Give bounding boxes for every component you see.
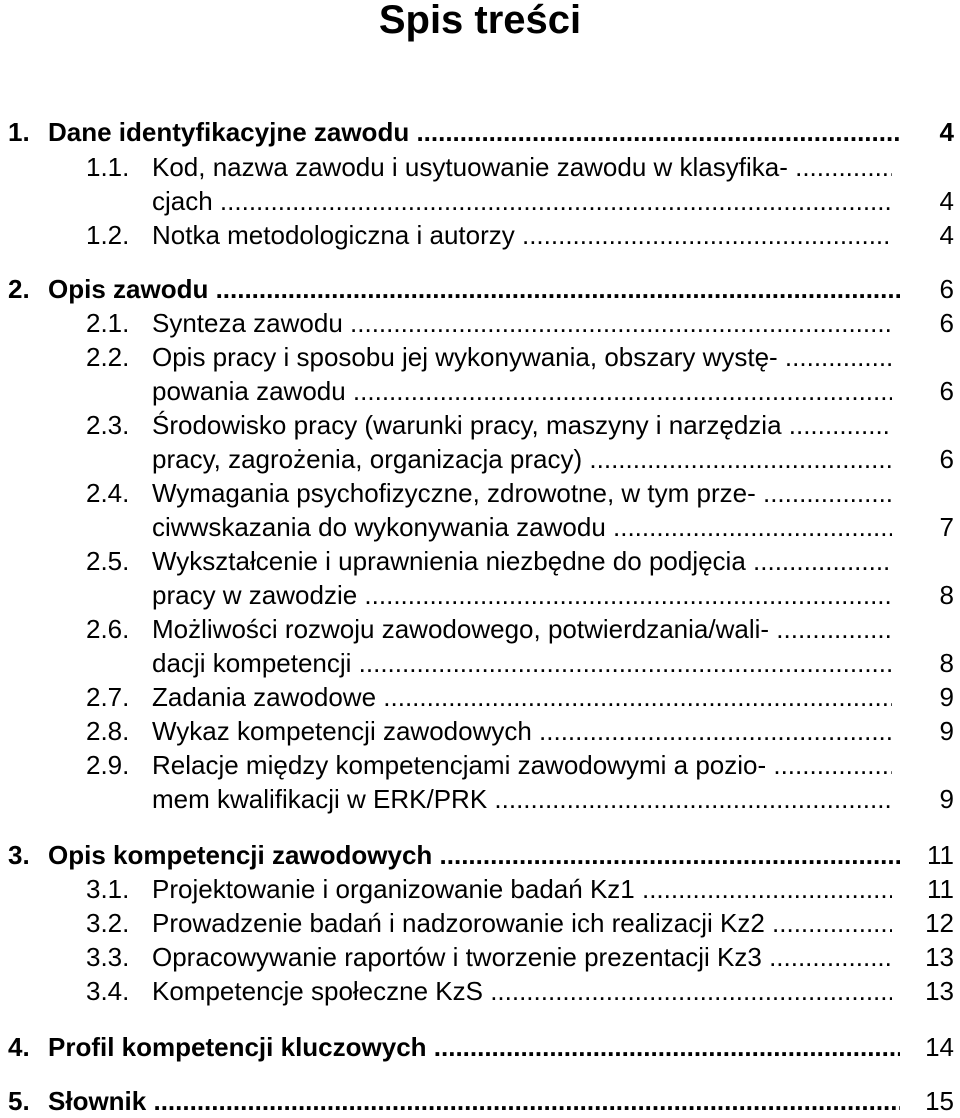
toc-title-line2: cjach ..... (152, 184, 892, 218)
toc-title: Prowadzenie badań i nadzorowanie ich realizacji Kz2 ..... (152, 906, 892, 940)
toc-title: Notka metodologiczna i autorzy ..... (152, 218, 892, 252)
toc-title: Słownik ..... (48, 1084, 900, 1118)
toc-title: Opis zawodu ..... (48, 272, 900, 306)
toc-title: Opis kompetencji zawodowych ..... (48, 838, 900, 872)
toc-page-number: 12 (925, 908, 954, 938)
toc-page-number: 4 (939, 186, 954, 216)
toc-number: 1. (8, 117, 30, 147)
toc-number: 2.3. (86, 410, 130, 440)
toc-number: 4. (8, 1032, 30, 1062)
toc-title-line1: Kod, nazwa zawodu i usytuowanie zawodu w klasyfika- ..... (152, 150, 892, 184)
toc-title: Opracowywanie raportów i tworzenie prezentacji Kz3 ..... (152, 940, 892, 974)
toc-title-line1: Wykształcenie i uprawnienia niezbędne do podjęcia ..... (152, 544, 892, 578)
toc-number: 3.2. (86, 908, 130, 938)
toc-number: 1.2. (86, 220, 130, 250)
toc-page-number: 4 (939, 220, 954, 250)
toc-number: 1.1. (86, 152, 130, 182)
toc-page-number: 6 (939, 444, 954, 474)
toc-title: Wykaz kompetencji zawodowych ..... (152, 714, 892, 748)
toc-number: 2. (8, 274, 30, 304)
toc-number: 3.3. (86, 942, 130, 972)
toc-page-number: 9 (939, 784, 954, 814)
toc-title-line1: Opis pracy i sposobu jej wykonywania, obszary wystę- ..... (152, 340, 892, 374)
toc-number: 3. (8, 840, 30, 870)
toc-number: 2.2. (86, 342, 130, 372)
toc-page-number: 15 (925, 1086, 954, 1116)
toc-number: 2.6. (86, 614, 130, 644)
toc-title-line2: mem kwalifikacji w ERK/PRK ..... (152, 782, 892, 816)
toc-page-number: 7 (939, 512, 954, 542)
toc-title-line2: ciwwskazania do wykonywania zawodu ..... (152, 510, 892, 544)
toc-title-line2: powania zawodu ..... (152, 374, 892, 408)
toc-number: 2.7. (86, 682, 130, 712)
toc-number: 2.1. (86, 308, 130, 338)
toc-page-number: 8 (939, 580, 954, 610)
toc-title-line1: Możliwości rozwoju zawodowego, potwierdzania/wali- ..... (152, 612, 892, 646)
toc-number: 5. (8, 1086, 30, 1116)
toc-page-number: 9 (939, 682, 954, 712)
toc-page-number: 13 (925, 942, 954, 972)
toc-title-line1: Relacje między kompetencjami zawodowymi a pozio- ..... (152, 748, 892, 782)
toc-page-number: 8 (939, 648, 954, 678)
toc-title: Dane identyfikacyjne zawodu ..... (48, 115, 900, 149)
toc-page-number: 6 (939, 376, 954, 406)
toc-page-number: 9 (939, 716, 954, 746)
toc-title: Kompetencje społeczne KzS ..... (152, 974, 892, 1008)
toc-title: Synteza zawodu ..... (152, 306, 892, 340)
toc-page-number: 14 (925, 1032, 954, 1062)
toc-number: 3.1. (86, 874, 130, 904)
toc-page-number: 6 (939, 308, 954, 338)
toc-title-line1: Środowisko pracy (warunki pracy, maszyny i narzędzia ..... (152, 408, 892, 442)
toc-page-number: 4 (939, 117, 954, 147)
toc-page-number: 13 (925, 976, 954, 1006)
toc-page-number: 11 (927, 840, 954, 870)
page-title: Spis treści (378, 0, 582, 42)
toc-title-line1: Wymagania psychofizyczne, zdrowotne, w tym prze- ..... (152, 476, 892, 510)
toc-number: 2.5. (86, 546, 130, 576)
toc-title: Profil kompetencji kluczowych ..... (48, 1030, 900, 1064)
toc-title: Projektowanie i organizowanie badań Kz1 ..... (152, 872, 892, 906)
toc-number: 3.4. (86, 976, 130, 1006)
toc-number: 2.4. (86, 478, 130, 508)
toc-number: 2.9. (86, 750, 130, 780)
toc-title-line2: pracy w zawodzie ..... (152, 578, 892, 612)
toc-number: 2.8. (86, 716, 130, 746)
toc-page-number: 6 (939, 274, 954, 304)
toc-title-line2: pracy, zagrożenia, organizacja pracy) ..... (152, 442, 892, 476)
toc-title: Zadania zawodowe ..... (152, 680, 892, 714)
toc-page-number: 11 (927, 874, 954, 904)
toc-title-line2: dacji kompetencji ..... (152, 646, 892, 680)
